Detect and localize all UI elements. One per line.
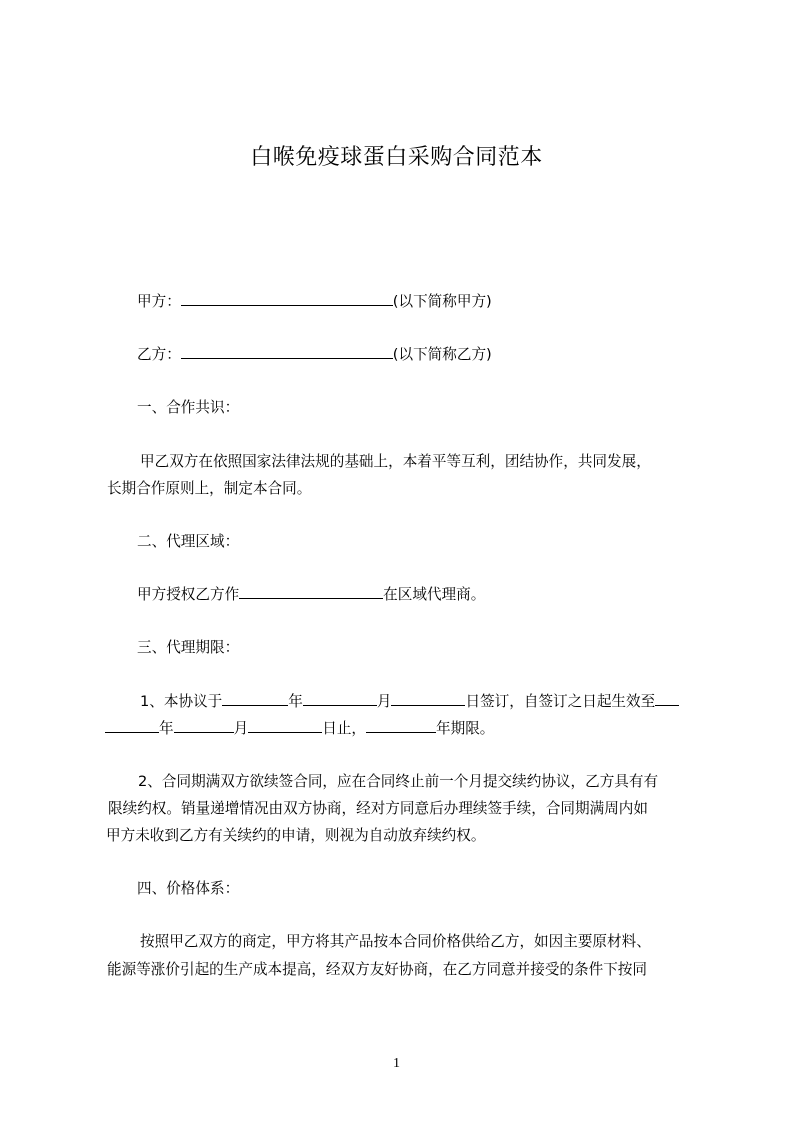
section3-item1-line2 — [105, 718, 494, 739]
item1-text-f: 月 — [233, 720, 249, 737]
party-b-blank[interactable] — [181, 344, 393, 359]
section3-item2-line3: 甲方未收到乙方有关续约的申请，则视为自动放弃续约权。 — [106, 827, 486, 844]
section1-text-line1: 甲乙双方在依照国家法律法规的基础上，本着平等互利，团结协作，共同发展， — [140, 453, 651, 470]
section2-text — [137, 584, 485, 605]
section1-heading: 一、合作共识： — [137, 399, 240, 416]
party-b-suffix: (以下简称乙方) — [392, 346, 492, 363]
section4-text-line2 — [107, 960, 693, 980]
end-month-blank[interactable] — [174, 718, 234, 733]
section4-heading: 四、价格体系： — [137, 880, 240, 897]
term-years-blank[interactable] — [366, 718, 436, 733]
party-a-blank[interactable] — [181, 291, 393, 306]
party-a-line — [137, 291, 492, 312]
section3-heading: 三、代理期限： — [137, 639, 240, 656]
item1-text-g: 日止， — [322, 720, 367, 737]
sign-month-blank[interactable] — [303, 691, 377, 706]
section4-text-line1: 按照甲乙双方的商定，甲方将其产品按本合同价格供给乙方，如因主要原材料、 — [140, 933, 651, 950]
section3-item2-line2: 限续约权。销量递增情况由双方协商，经对方同意后办理续签手续，合同期满周内如 — [108, 800, 648, 817]
section4-text-line2-tail: 同 — [632, 961, 647, 978]
section2-prefix: 甲方授权乙方作 — [137, 586, 240, 603]
party-a-suffix: (以下简称甲方) — [392, 293, 492, 310]
region-blank[interactable] — [239, 584, 383, 599]
item1-text-b: 年 — [288, 693, 303, 710]
item1-text-a: 1、本协议于 — [140, 693, 223, 710]
item1-text-h: 年期限。 — [436, 720, 495, 737]
section3-item2-line1: 2、合同期满双方欲续签合同，应在合同终止前一个月提交续约协议，乙方具有有 — [138, 773, 659, 790]
sign-year-blank[interactable] — [222, 691, 288, 706]
item1-text-e: 年 — [159, 720, 174, 737]
item1-text-d: 日签订，自签订之日起生效至 — [465, 693, 656, 710]
document-title: 白喉免疫球蛋白采购合同范本 — [250, 145, 543, 170]
section4-text-line2-main: 能源等涨价引起的生产成本提高，经双方友好协商，在乙方同意并接受的条件下按 — [107, 961, 633, 978]
end-year-blank-part1[interactable] — [655, 691, 679, 706]
sign-day-blank[interactable] — [391, 691, 465, 706]
end-year-blank-part2[interactable] — [105, 718, 159, 733]
section2-heading: 二、代理区域： — [137, 533, 240, 550]
party-a-label: 甲方： — [137, 293, 181, 310]
section2-suffix: 在区域代理商。 — [383, 586, 486, 603]
item1-text-c: 月 — [376, 693, 392, 710]
section1-text-line2: 长期合作原则上，制定本合同。 — [107, 480, 312, 497]
page-number: 1 — [393, 1056, 400, 1071]
end-day-blank[interactable] — [248, 718, 322, 733]
party-b-label: 乙方： — [137, 346, 181, 363]
section3-item1-line1 — [140, 691, 679, 712]
party-b-line — [137, 344, 492, 365]
